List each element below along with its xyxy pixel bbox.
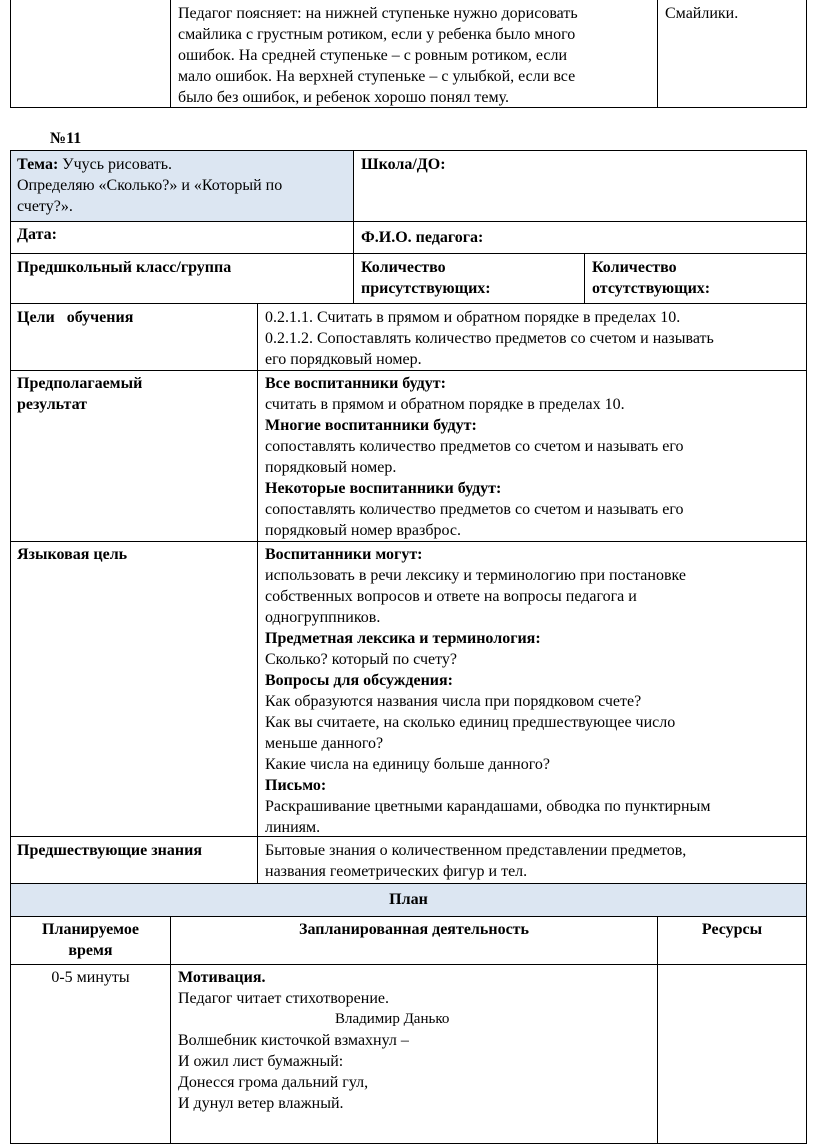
- language-lex-head: Предметная лексика и терминология:: [265, 630, 541, 647]
- date-cell: [10, 221, 354, 254]
- language-label-cell: [10, 541, 258, 837]
- language-label: Языковая цель: [17, 546, 128, 563]
- goals-label: Цели обучения: [17, 309, 134, 326]
- poem-line: И дунул ветер влажный.: [178, 1095, 344, 1112]
- topic-line-2: Определяю «Сколько?» и «Который по: [17, 177, 283, 194]
- language-question: меньше данного?: [265, 735, 384, 752]
- language-can-text: одногруппников.: [265, 609, 381, 626]
- lesson-number: №11: [50, 130, 82, 147]
- poem-author: Владимир Данько: [335, 1011, 450, 1027]
- plan-col-activity: Запланированная деятельность: [299, 921, 529, 938]
- plan-motivation: Мотивация.: [178, 969, 266, 986]
- expected-label-2: результат: [17, 396, 88, 413]
- absent-label-1: Количество: [592, 259, 677, 276]
- poem-line: Волшебник кисточкой взмахнул –: [178, 1032, 409, 1049]
- prior-text: названия геометрических фигур и тел.: [265, 863, 528, 880]
- plan-col-time-1: Планируемое: [42, 921, 139, 938]
- language-questions-head: Вопросы для обсуждения:: [265, 672, 454, 689]
- language-lex-text: Сколько? который по счету?: [265, 651, 457, 668]
- goal-line: 0.2.1.1. Считать в прямом и обратном порядке в пределах 10.: [265, 309, 681, 326]
- absent-label-2: отсутствующих:: [592, 280, 711, 297]
- present-label-1: Количество: [361, 259, 446, 276]
- prev-row-line: смайлика с грустным ротиком, если у ребенка было много: [178, 26, 576, 43]
- language-question: Как вы считаете, на сколько единиц предшествующее число: [265, 714, 676, 731]
- plan-row-time-cell: [10, 964, 171, 1144]
- plan-row-time: 0-5 минуты: [51, 969, 130, 986]
- expected-all-text: считать в прямом и обратном порядке в пределах 10.: [265, 396, 625, 413]
- goal-line: 0.2.1.2. Сопоставлять количество предметов со счетом и называть: [265, 330, 714, 347]
- plan-col-time-2: время: [68, 942, 113, 959]
- goal-line: его порядковый номер.: [265, 351, 422, 368]
- plan-row-resources-cell: [657, 964, 807, 1144]
- topic-label: Тема:: [17, 156, 59, 173]
- language-can-text: собственных вопросов и ответе на вопросы педагога и: [265, 588, 637, 605]
- language-writing-text: линиям.: [265, 819, 321, 836]
- expected-many-text: сопоставлять количество предметов со счетом и называть его: [265, 438, 684, 455]
- prev-row-line: было без ошибок, и ребенок хорошо понял тему.: [178, 89, 510, 106]
- expected-some-text: сопоставлять количество предметов со счетом и называть его: [265, 501, 684, 518]
- prior-label: Предшествующие знания: [17, 842, 202, 859]
- expected-some-head: Некоторые воспитанники будут:: [265, 480, 502, 497]
- class-label: Предшкольный класс/группа: [17, 259, 232, 276]
- expected-label-1: Предполагаемый: [17, 375, 143, 392]
- prev-row-line: мало ошибок. На верхней ступеньке – с улыбкой, если все: [178, 68, 576, 85]
- poem-line: И ожил лист бумажный:: [178, 1053, 344, 1070]
- plan-title: План: [389, 891, 428, 908]
- expected-some-text: порядковый номер вразброс.: [265, 522, 461, 539]
- expected-many-text: порядковый номер.: [265, 459, 397, 476]
- poem-line: Донесся грома дальний гул,: [178, 1074, 369, 1091]
- prev-row-line: Педагог поясняет: на нижней ступеньке нужно дорисовать: [178, 5, 578, 22]
- present-label-2: присутствующих:: [361, 280, 491, 297]
- teacher-label: Ф.И.О. педагога:: [361, 229, 484, 246]
- language-can-text: использовать в речи лексику и терминологию при постановке: [265, 567, 686, 584]
- language-question: Как образуются названия числа при порядковом счете?: [265, 693, 642, 710]
- prev-row-line: ошибок. На средней ступеньке – с ровным ротиком, если: [178, 47, 568, 64]
- language-writing-head: Письмо:: [265, 777, 327, 794]
- topic-line-3: счету?».: [17, 198, 73, 215]
- date-label: Дата:: [17, 226, 57, 243]
- plan-col-resources: Ресурсы: [701, 921, 763, 938]
- school-label: Школа/ДО:: [361, 156, 446, 173]
- prev-row-time-cell: [10, 0, 171, 108]
- topic-text: Учусь рисовать.: [62, 156, 173, 173]
- prev-row-resource: Смайлики.: [665, 5, 739, 22]
- topic-line-1: [17, 154, 172, 175]
- prior-text: Бытовые знания о количественном представлении предметов,: [265, 842, 687, 859]
- expected-many-head: Многие воспитанники будут:: [265, 417, 477, 434]
- plan-reads: Педагог читает стихотворение.: [178, 990, 390, 1007]
- language-can-head: Воспитанники могут:: [265, 546, 423, 563]
- language-question: Какие числа на единицу больше данного?: [265, 756, 551, 773]
- expected-all-head: Все воспитанники будут:: [265, 375, 446, 392]
- language-writing-text: Раскрашивание цветными карандашами, обводка по пунктирным: [265, 798, 711, 815]
